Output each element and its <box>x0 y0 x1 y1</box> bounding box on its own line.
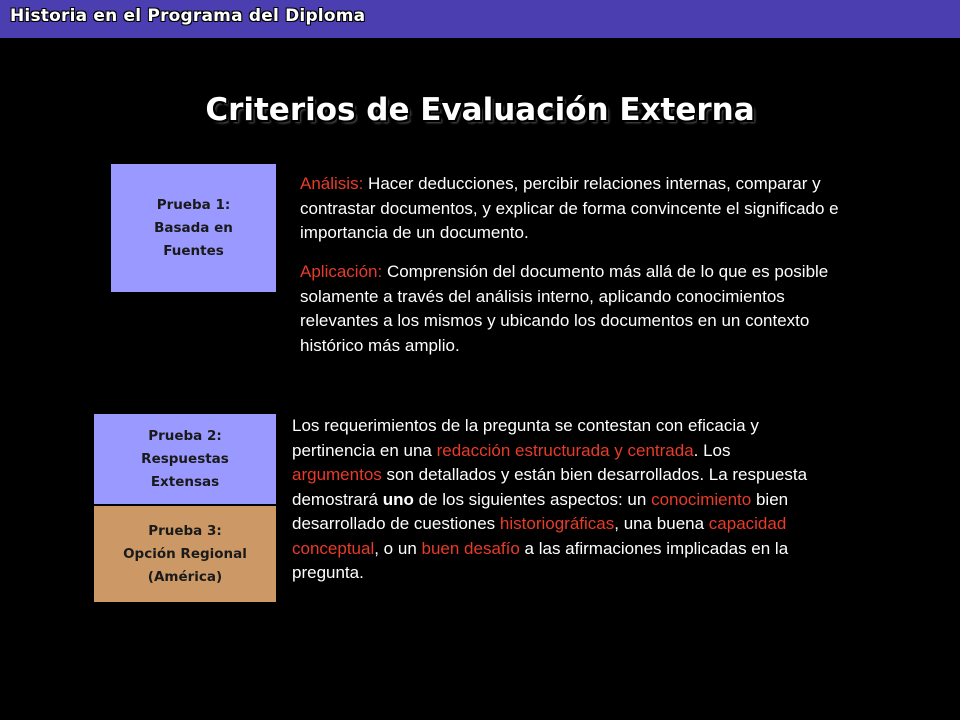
header-title: Historia en el Programa del Diploma <box>10 6 366 26</box>
desc-text: bien desarrollado de cuestiones <box>292 489 789 533</box>
prueba1-line2: Basada en <box>154 219 233 236</box>
highlight-argumentos: argumentos <box>292 465 382 484</box>
prueba2-line2: Respuestas <box>141 450 229 467</box>
prueba1-line1: Prueba 1: <box>156 196 231 213</box>
prueba3-line3: (América) <box>147 568 223 585</box>
highlight-conocimiento: conocimiento <box>651 489 752 509</box>
analisis-label: Análisis: <box>300 174 364 193</box>
analisis-text: Hacer deducciones, percibir relaciones internas, comparar y contrastar documentos, y explicar de forma convincente el significado e importancia de un documento. <box>300 174 839 242</box>
desc-text: . Los <box>693 440 731 460</box>
prueba1-line3: Fuentes <box>163 242 224 259</box>
prueba1-box <box>111 164 276 292</box>
analisis-paragraph <box>300 172 860 246</box>
prueba3-line1: Prueba 3: <box>148 522 222 539</box>
highlight-desafio: buen desafío <box>421 538 520 558</box>
prueba3-box <box>94 506 276 602</box>
prueba2-line3: Extensas <box>150 473 220 490</box>
aplicacion-text: Comprensión del documento más allá de lo que es posible solamente a través del análisis interno, aplicando conocimientos relevantes a los mismos y ubicando los documentos en un contexto histórico más amplio. <box>300 262 829 355</box>
prueba3-line2: Opción Regional <box>123 545 247 562</box>
desc-text: , o un <box>374 538 422 558</box>
desc-text: de los siguientes aspectos: un <box>413 489 652 509</box>
desc-text: a las afirmaciones implicadas en la pregunta. <box>292 538 789 582</box>
aplicacion-label: Aplicación: <box>300 262 383 281</box>
bold-uno: uno <box>382 489 414 509</box>
prueba2-box <box>94 414 276 504</box>
header-bar <box>0 0 960 38</box>
aplicacion-paragraph <box>300 260 840 358</box>
highlight-historiograficas: historiográficas <box>499 514 615 533</box>
prueba2-line1: Prueba 2: <box>148 427 222 444</box>
highlight-capacidad: capacidad conceptual <box>292 514 787 558</box>
desc-text: son detallados y están bien desarrollados. La respuesta demostrará <box>292 465 808 509</box>
page-title: Criterios de Evaluación Externa <box>205 92 755 128</box>
highlight-redaccion: redacción estructurada y centrada <box>436 440 694 460</box>
desc-text: , una buena <box>614 514 709 533</box>
desc-text: Los requerimientos de la pregunta se contestan con eficacia y pertinencia en una <box>292 416 759 460</box>
prueba2-description <box>292 414 822 586</box>
